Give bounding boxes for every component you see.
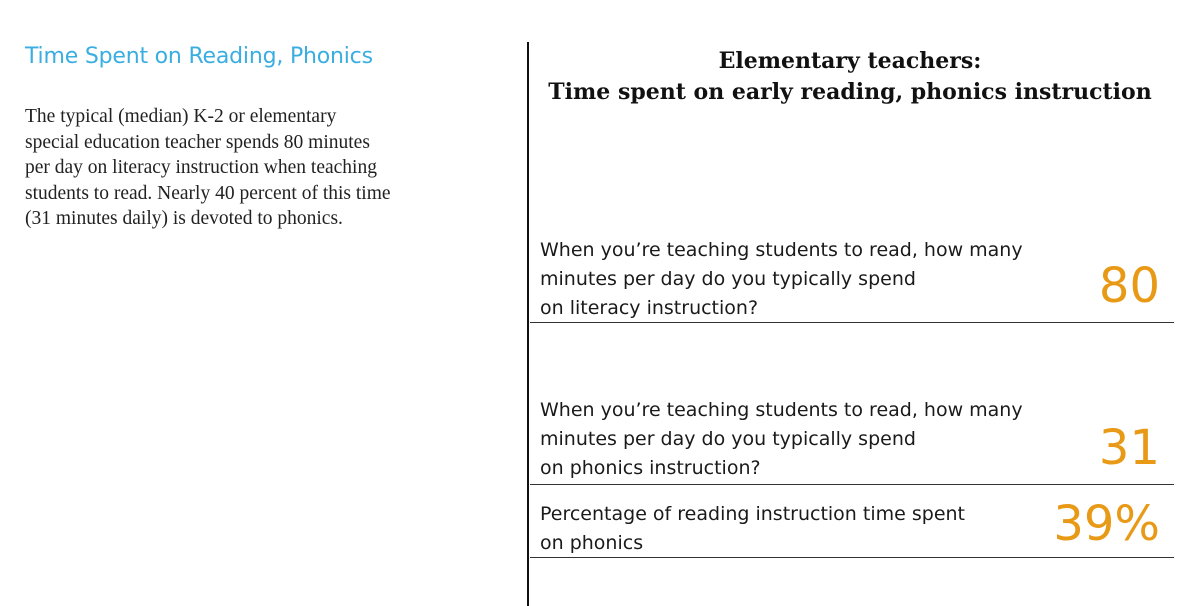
- question-line: When you’re teaching students to read, how many: [540, 399, 1023, 421]
- vertical-divider: [527, 42, 529, 606]
- summary-line: students to read. Nearly 40 percent of this time: [25, 182, 391, 204]
- summary-paragraph: [25, 104, 465, 232]
- value-phonics-percentage: 39%: [1053, 496, 1160, 552]
- question-line: minutes per day do you typically spend: [540, 428, 916, 450]
- question-percentage: [540, 500, 965, 558]
- question-line: on phonics: [540, 532, 644, 554]
- summary-line: (31 minutes daily) is devoted to phonics.: [25, 208, 343, 229]
- row-divider: [530, 322, 1174, 323]
- question-line: minutes per day do you typically spend: [540, 268, 916, 290]
- summary-line: per day on literacy instruction when teaching: [25, 157, 377, 178]
- question-line: When you’re teaching students to read, how many: [540, 239, 1023, 261]
- row-divider: [530, 484, 1174, 485]
- panel-title-line: Time spent on early reading, phonics instruction: [548, 79, 1152, 105]
- summary-line: special education teacher spends 80 minutes: [25, 131, 370, 153]
- question-phonics: [540, 396, 1023, 483]
- summary-line: The typical (median) K-2 or elementary: [25, 106, 337, 127]
- row-divider: [530, 557, 1174, 558]
- question-line: Percentage of reading instruction time spent: [540, 503, 965, 525]
- panel-title-line: Elementary teachers:: [718, 48, 982, 74]
- panel-title: [530, 46, 1170, 108]
- value-literacy-minutes: 80: [1098, 258, 1160, 314]
- value-phonics-minutes: 31: [1098, 420, 1160, 476]
- section-heading: Time Spent on Reading, Phonics: [25, 44, 373, 69]
- question-literacy: [540, 236, 1023, 323]
- question-line: on phonics instruction?: [540, 457, 761, 479]
- question-line: on literacy instruction?: [540, 297, 759, 319]
